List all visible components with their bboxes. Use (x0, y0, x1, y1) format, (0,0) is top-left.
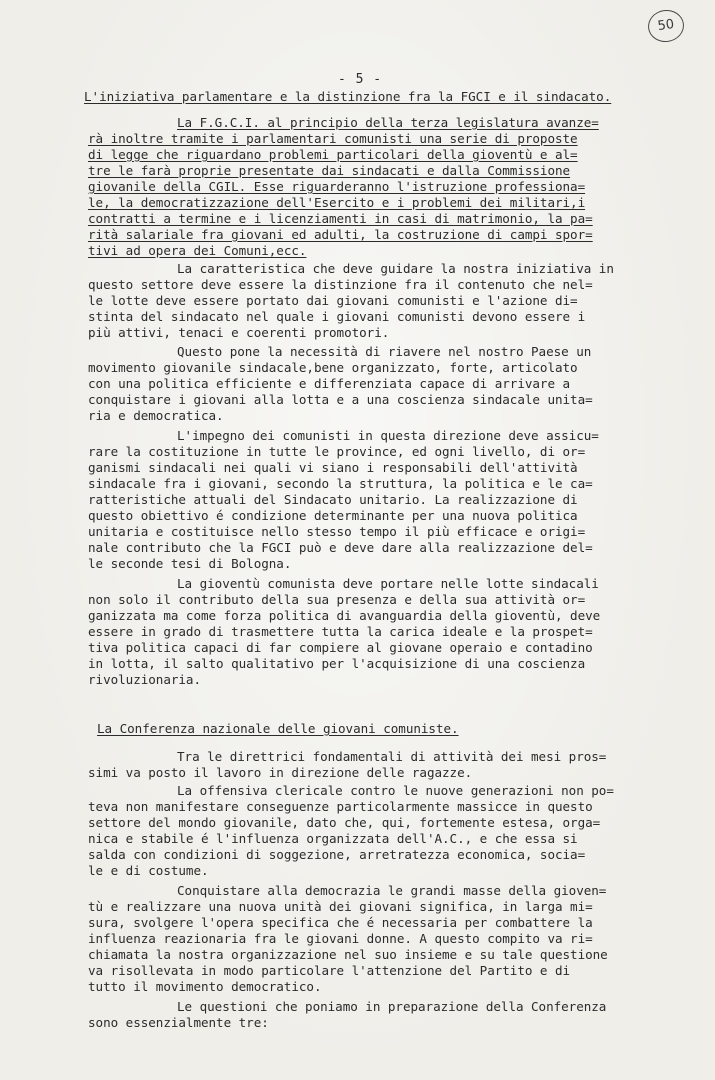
text-line: La caratteristica che deve guidare la nostra iniziativa in (177, 261, 614, 276)
text-line: La gioventù comunista deve portare nelle lotte sindacali (177, 576, 599, 591)
text-line: ria e democratica. (88, 408, 224, 423)
text-line: tiva politica capaci di far compiere al giovane operaio e contadino (88, 640, 593, 655)
text-line: influenza reazionaria fra le giovani donne. A questo compito va ri= (88, 931, 593, 946)
text-line: movimento giovanile sindacale,bene organizzato, forte, articolato (88, 360, 578, 375)
text-line: Conquistare alla democrazia le grandi masse della gioven= (177, 883, 607, 898)
text-line: simi va posto il lavoro in direzione delle ragazze. (88, 765, 473, 780)
text-line: nica e stabile é l'influenza organizzata dell'A.C., e che essa si (88, 831, 578, 846)
text-line: rità salariale fra giovani ed adulti, la costruzione di campi spor= (88, 227, 593, 242)
text-line: La F.G.C.I. al principio della terza legislatura avanze= (177, 115, 599, 130)
text-line: Le questioni che poniamo in preparazione della Conferenza (177, 999, 607, 1014)
text-line: va risollevata in modo particolare l'attenzione del Partito e di (88, 963, 571, 978)
text-line: sura, svolgere l'opera specifica che é necessaria per combattere la (88, 915, 593, 930)
text-line: questo settore deve essere la distinzione fra il contenuto che nel= (88, 277, 593, 292)
text-line: le lotte deve essere portato dai giovani comunisti e l'azione di= (88, 293, 578, 308)
text-line: contratti a termine e i licenziamenti in casi di matrimonio, la pa= (88, 211, 593, 226)
text-line: settore del mondo giovanile, dato che, qui, fortemente estesa, orga= (88, 815, 601, 830)
text-line: essere in grado di trasmettere tutta la carica ideale e la prospet= (88, 624, 593, 639)
text-line: in lotta, il salto qualitativo per l'acquisizione di una coscienza (88, 656, 586, 671)
text-line: le e di costume. (88, 863, 209, 878)
text-line: L'impegno dei comunisti in questa direzione deve assicu= (177, 428, 599, 443)
text-line: giovanile della CGIL. Esse riguarderanno l'istruzione professiona= (88, 179, 586, 194)
text-line: rivoluzionaria. (88, 672, 201, 687)
text-line: Tra le direttrici fondamentali di attività dei mesi pros= (177, 749, 607, 764)
text-line: ratteristiche attuali del Sindacato unitario. La realizzazione di (88, 492, 578, 507)
text-line: salda con condizioni di soggezione, arretratezza economica, socia= (88, 847, 586, 862)
text-line: tù e realizzare una nuova unità dei giovani significa, in larga mi= (88, 899, 593, 914)
text-line: le, la democratizzazione dell'Esercito e i problemi dei militari,i (88, 195, 586, 210)
text-line: tutto il movimento democratico. (88, 979, 322, 994)
text-line: sindacale fra i giovani, secondo la struttura, la politica e le ca= (88, 476, 593, 491)
page-stamp: 50 (646, 8, 686, 45)
section-heading-national-conference: La Conferenza nazionale delle giovani comuniste. (97, 721, 459, 736)
text-line: tivi ad opera dei Comuni,ecc. (88, 243, 307, 258)
text-line: sono essenzialmente tre: (88, 1015, 269, 1030)
section-heading-parliamentary-initiative: L'iniziativa parlamentare e la distinzione fra la FGCI e il sindacato. (84, 89, 612, 104)
text-line: rare la costituzione in tutte le province, ed ogni livello, di or= (88, 444, 586, 459)
text-line: teva non manifestare conseguenze particolarmente massicce in questo (88, 799, 593, 814)
page-number: - 5 - (338, 72, 383, 87)
text-line: tre le farà proprie presentate dai sindacati e dalla Commissione (88, 163, 571, 178)
text-line: più attivi, tenaci e coerenti promotori. (88, 325, 390, 340)
text-line: conquistare i giovani alla lotta e a una coscienza sindacale unita= (88, 392, 593, 407)
text-line: stinta del sindacato nel quale i giovani comunisti devono essere i (88, 309, 586, 324)
text-line: unitaria e costituisce nello stesso tempo il più efficace e origi= (88, 524, 586, 539)
text-line: con una politica efficiente e differenziata capace di arrivare a (88, 376, 571, 391)
text-line: rà inoltre tramite i parlamentari comunisti una serie di proposte (88, 131, 578, 146)
text-line: nale contributo che la FGCI può e deve dare alla realizzazione del= (88, 540, 593, 555)
text-line: questo obiettivo é condizione determinante per una nuova politica (88, 508, 578, 523)
text-line: non solo il contributo della sua presenza e della sua attività or= (88, 592, 586, 607)
text-line: ganismi sindacali nei quali vi siano i responsabili dell'attività (88, 460, 578, 475)
text-line: La offensiva clericale contro le nuove generazioni non po= (177, 783, 614, 798)
text-line: le seconde tesi di Bologna. (88, 556, 292, 571)
text-line: chiamata la nostra organizzazione nel suo insieme e su tale questione (88, 947, 608, 962)
text-line: di legge che riguardano problemi particolari della gioventù e al= (88, 147, 578, 162)
text-line: ganizzata ma come forza politica di avanguardia della gioventù, deve (88, 608, 601, 623)
text-line: Questo pone la necessità di riavere nel nostro Paese un (177, 344, 592, 359)
